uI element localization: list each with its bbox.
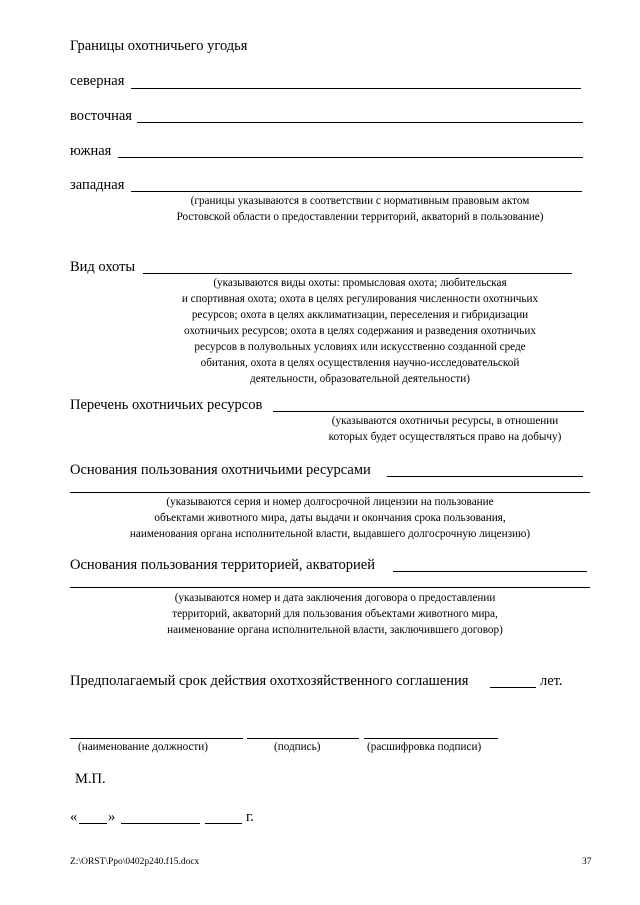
resources-basis-field-2[interactable] (70, 492, 590, 493)
territory-basis-field-2[interactable] (70, 587, 590, 588)
date-month-field[interactable] (121, 823, 200, 824)
boundaries-note: (границы указываются в соответствии с нормативным правовым актом Ростовской области о предоставлении территорий, акваторий в пользование) (176, 195, 544, 223)
date-year-field[interactable] (205, 823, 242, 824)
east-field[interactable] (137, 122, 583, 123)
stamp-label: М.П. (75, 771, 106, 787)
signature-caption: (подпись) (274, 741, 321, 753)
hunting-type-field[interactable] (143, 273, 572, 274)
resources-basis-field[interactable] (387, 476, 583, 477)
position-field[interactable] (70, 738, 243, 739)
resources-basis-label: Основания пользования охотничьими ресурсами (70, 462, 371, 478)
term-label: Предполагаемый срок действия охотхозяйственного соглашения (70, 673, 469, 689)
decode-field[interactable] (364, 738, 498, 739)
resources-list-label: Перечень охотничьих ресурсов (70, 397, 263, 413)
signature-field[interactable] (247, 738, 359, 739)
date-open-quote: « (70, 809, 78, 825)
hunting-type-note: (указываются виды охоты: промысловая охота; любительская и спортивная охота; охота в целях регулирования численности охотничьих ресурсов; охота в целях акклиматизации, переселения и гибридизации охотничьих ресурсов; охота в целях содержания и разведения охотничьих ресурсов в полувольных условиях или искусственно созданной среде обитания, охота в целях осуществления научно-исследовательской деятельности, образовательной деятельности) (181, 277, 539, 385)
resources-list-field[interactable] (273, 411, 584, 412)
territory-basis-label: Основания пользования территорией, акваторией (70, 557, 375, 573)
date-year-suffix: г. (246, 809, 254, 825)
resources-basis-note: (указываются серия и номер долгосрочной лицензии на пользование объектами животного мира, даты выдачи и окончания срока пользования, наименования органа исполнительной власти, выдавшего долгосрочную лицензию) (129, 496, 531, 540)
territory-basis-note: (указываются номер и дата заключения договора о предоставлении территорий, акваторий для пользования объектами животного мира, наименование органа исполнительной власти, заключившего договор) (167, 592, 503, 636)
term-field[interactable] (490, 687, 536, 688)
boundaries-title: Границы охотничьего угодья (70, 38, 248, 54)
position-caption: (наименование должности) (78, 741, 209, 753)
term-unit: лет. (540, 673, 563, 689)
decode-caption: (расшифровка подписи) (367, 741, 482, 753)
date-day-field[interactable] (79, 823, 107, 824)
date-close-quote: » (108, 809, 116, 825)
territory-basis-field[interactable] (393, 571, 587, 572)
north-field[interactable] (131, 88, 581, 89)
hunting-type-label: Вид охоты (70, 259, 136, 275)
resources-list-note: (указываются охотничьи ресурсы, в отношении которых будет осуществляться право на добычу) (328, 415, 562, 443)
footer-path: Z:\ORST\Ppo\0402p240.f15.docx (70, 857, 200, 867)
west-label: западная (70, 177, 125, 193)
east-label: восточная (70, 108, 132, 124)
north-label: северная (70, 73, 125, 89)
south-field[interactable] (118, 157, 583, 158)
page-number: 37 (582, 857, 592, 867)
west-field[interactable] (131, 191, 582, 192)
south-label: южная (70, 143, 112, 159)
